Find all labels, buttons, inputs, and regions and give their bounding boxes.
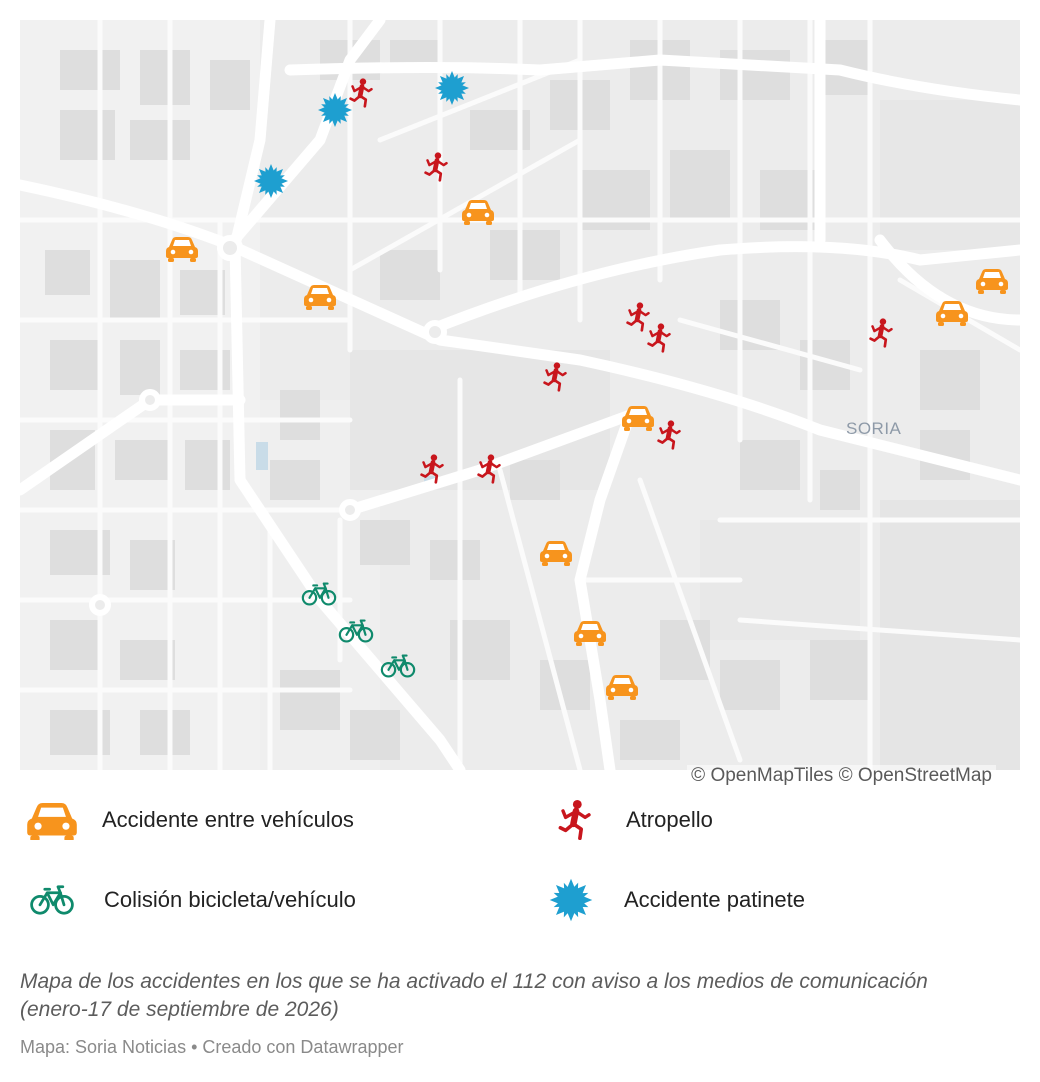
map-footer[interactable]: Mapa: Soria Noticias • Creado con Datawrapper: [20, 1037, 404, 1057]
legend-label-bicicleta: Colisión bicicleta/vehículo: [104, 887, 356, 912]
legend-item-vehiculos: [26, 795, 354, 845]
pedestrian-icon: [550, 795, 610, 845]
legend-label-vehiculos: Accidente entre vehículos: [102, 807, 354, 832]
place-label-soria: SORIA: [846, 419, 902, 438]
legend: [20, 795, 1020, 935]
burst-icon: [548, 875, 608, 925]
legend-item-bicicleta: [28, 875, 356, 925]
legend-item-atropello: [550, 795, 713, 845]
legend-label-patinete: Accidente patinete: [624, 887, 806, 912]
legend-item-patinete: [548, 875, 805, 925]
map-attribution[interactable]: © OpenMapTiles © OpenStreetMap: [687, 765, 996, 787]
legend-label-atropello: Atropello: [626, 807, 713, 832]
car-icon: [26, 795, 86, 845]
bicycle-icon: [28, 875, 88, 925]
map-caption: Mapa de los accidentes en los que se ha activado el 112 con aviso a los medios de comunicación (enero-17 de septiembre de 2026): [20, 970, 928, 1021]
map[interactable]: [20, 20, 1020, 786]
